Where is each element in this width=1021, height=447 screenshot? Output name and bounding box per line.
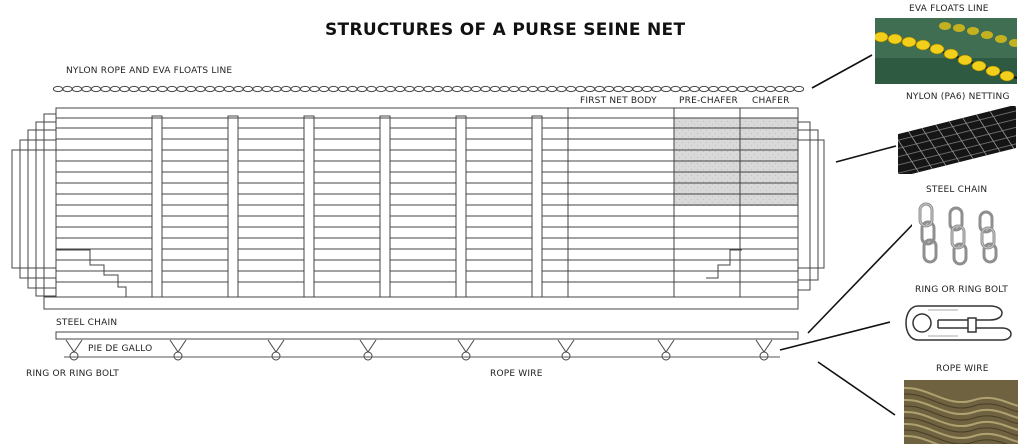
pie-de-gallo-leg (178, 340, 186, 352)
float-bead (110, 86, 119, 91)
float-bead (595, 86, 604, 91)
net-section-divider (228, 116, 238, 298)
pie-de-gallo-leg (566, 340, 574, 352)
float-bead (642, 86, 651, 91)
float-bead (557, 86, 566, 91)
float-bead (101, 86, 110, 91)
pie-de-gallo-leg (658, 340, 666, 352)
float-bead (699, 86, 708, 91)
pie-de-gallo-leg (466, 340, 474, 352)
rope-wire-label: ROPE WIRE (490, 369, 543, 379)
first-net-body-label: FIRST NET BODY (580, 96, 657, 106)
pie-de-gallo-leg (276, 340, 284, 352)
float-bead (462, 86, 471, 91)
float-bead (424, 86, 433, 91)
pie-de-gallo-leg (764, 340, 772, 352)
float-bead (547, 86, 556, 91)
float-bead (452, 86, 461, 91)
float-bead (509, 86, 518, 91)
float-bead (500, 86, 509, 91)
float-bead (785, 86, 794, 91)
net-section-divider (456, 116, 466, 298)
float-bead (718, 86, 727, 91)
steel-chain-bar (56, 332, 798, 339)
float-bead (756, 86, 765, 91)
float-bead (395, 86, 404, 91)
float-bead (766, 86, 775, 91)
float-bead (329, 86, 338, 91)
float-bead (319, 86, 328, 91)
float-bead (471, 86, 480, 91)
float-bead (53, 86, 62, 91)
float-bead (623, 86, 632, 91)
float-bead (433, 86, 442, 91)
float-bead (224, 86, 233, 91)
float-bead (291, 86, 300, 91)
net-bottom-panel (44, 297, 798, 309)
float-bead (129, 86, 138, 91)
float-bead (281, 86, 290, 91)
steel-chain-label: STEEL CHAIN (56, 318, 118, 328)
ring-bolt (174, 352, 182, 360)
float-bead (357, 86, 366, 91)
chafer-shaded-area (674, 118, 798, 206)
float-bead (72, 86, 81, 91)
float-bead (690, 86, 699, 91)
component-label-chain: STEEL CHAIN (926, 185, 988, 195)
rope-wire-photo (904, 380, 1018, 444)
float-bead (367, 86, 376, 91)
float-bead (300, 86, 309, 91)
float-bead (794, 86, 803, 91)
float-bead (243, 86, 252, 91)
float-bead (481, 86, 490, 91)
ring-bolt (760, 352, 768, 360)
float-bead (348, 86, 357, 91)
float-bead (253, 86, 262, 91)
net-section-divider (380, 116, 390, 298)
float-line (53, 86, 803, 91)
float-bead (528, 86, 537, 91)
chafer-label: CHAFER (752, 96, 790, 106)
ring-bolt (364, 352, 372, 360)
float-bead (576, 86, 585, 91)
steel-chain-photo (912, 200, 1008, 270)
diagram-title: STRUCTURES OF A PURSE SEINE NET (325, 20, 686, 40)
float-bead (747, 86, 756, 91)
float-bead (633, 86, 642, 91)
pie-de-gallo-leg (170, 340, 178, 352)
component-label-netting: NYLON (PA6) NETTING (906, 92, 1010, 102)
ring-label: RING OR RING BOLT (26, 369, 119, 379)
float-bead (120, 86, 129, 91)
pie-de-gallo-leg (360, 340, 368, 352)
ring-bolt (662, 352, 670, 360)
net-section-divider (152, 116, 162, 298)
float-bead (604, 86, 613, 91)
float-bead (272, 86, 281, 91)
pie-de-gallo-leg (458, 340, 466, 352)
component-label-floats: EVA FLOATS LINE (909, 4, 989, 14)
float-bead (490, 86, 499, 91)
net-right-wing (798, 122, 824, 290)
eva-floats-photo (875, 18, 1017, 84)
net-left-wing (12, 114, 56, 304)
net-section-divider (304, 116, 314, 298)
float-bead (205, 86, 214, 91)
net-section-divider (532, 116, 542, 298)
ring-bolt (562, 352, 570, 360)
float-bead (376, 86, 385, 91)
pie-de-gallo-leg (368, 340, 376, 352)
float-bead (671, 86, 680, 91)
float-bead (585, 86, 594, 91)
float-bead (566, 86, 575, 91)
float-bead (737, 86, 746, 91)
float-bead (386, 86, 395, 91)
float-bead (186, 86, 195, 91)
ring-bolt (272, 352, 280, 360)
component-label-wire: ROPE WIRE (936, 364, 989, 374)
float-bead (519, 86, 528, 91)
float-bead (775, 86, 784, 91)
float-bead (338, 86, 347, 91)
float-bead (139, 86, 148, 91)
float-bead (82, 86, 91, 91)
leader-lines (780, 55, 915, 415)
float-bead (709, 86, 718, 91)
float-bead (680, 86, 689, 91)
float-bead (234, 86, 243, 91)
float-bead (661, 86, 670, 91)
pie-de-gallo-label: PIE DE GALLO (88, 344, 153, 354)
pre-chafer-label: PRE-CHAFER (679, 96, 738, 106)
float-line-label: NYLON ROPE AND EVA FLOATS LINE (66, 66, 233, 76)
float-bead (262, 86, 271, 91)
float-bead (215, 86, 224, 91)
pie-de-gallo-leg (74, 340, 82, 352)
ring-bolt-photo (898, 298, 1018, 348)
pie-de-gallo-leg (756, 340, 764, 352)
float-bead (405, 86, 414, 91)
component-label-ring: RING OR RING BOLT (915, 285, 1008, 295)
pie-de-gallo-leg (666, 340, 674, 352)
float-bead (91, 86, 100, 91)
net-body (44, 108, 798, 309)
pie-de-gallo-leg (66, 340, 74, 352)
float-bead (158, 86, 167, 91)
float-bead (167, 86, 176, 91)
float-bead (443, 86, 452, 91)
float-bead (63, 86, 72, 91)
nylon-netting-photo (898, 106, 1016, 174)
float-bead (310, 86, 319, 91)
float-bead (414, 86, 423, 91)
float-bead (652, 86, 661, 91)
pie-de-gallo-leg (558, 340, 566, 352)
float-bead (614, 86, 623, 91)
float-bead (196, 86, 205, 91)
float-bead (538, 86, 547, 91)
float-bead (728, 86, 737, 91)
ring-bolt (70, 352, 78, 360)
float-bead (177, 86, 186, 91)
pie-de-gallo-leg (268, 340, 276, 352)
float-bead (148, 86, 157, 91)
ring-bolt (462, 352, 470, 360)
